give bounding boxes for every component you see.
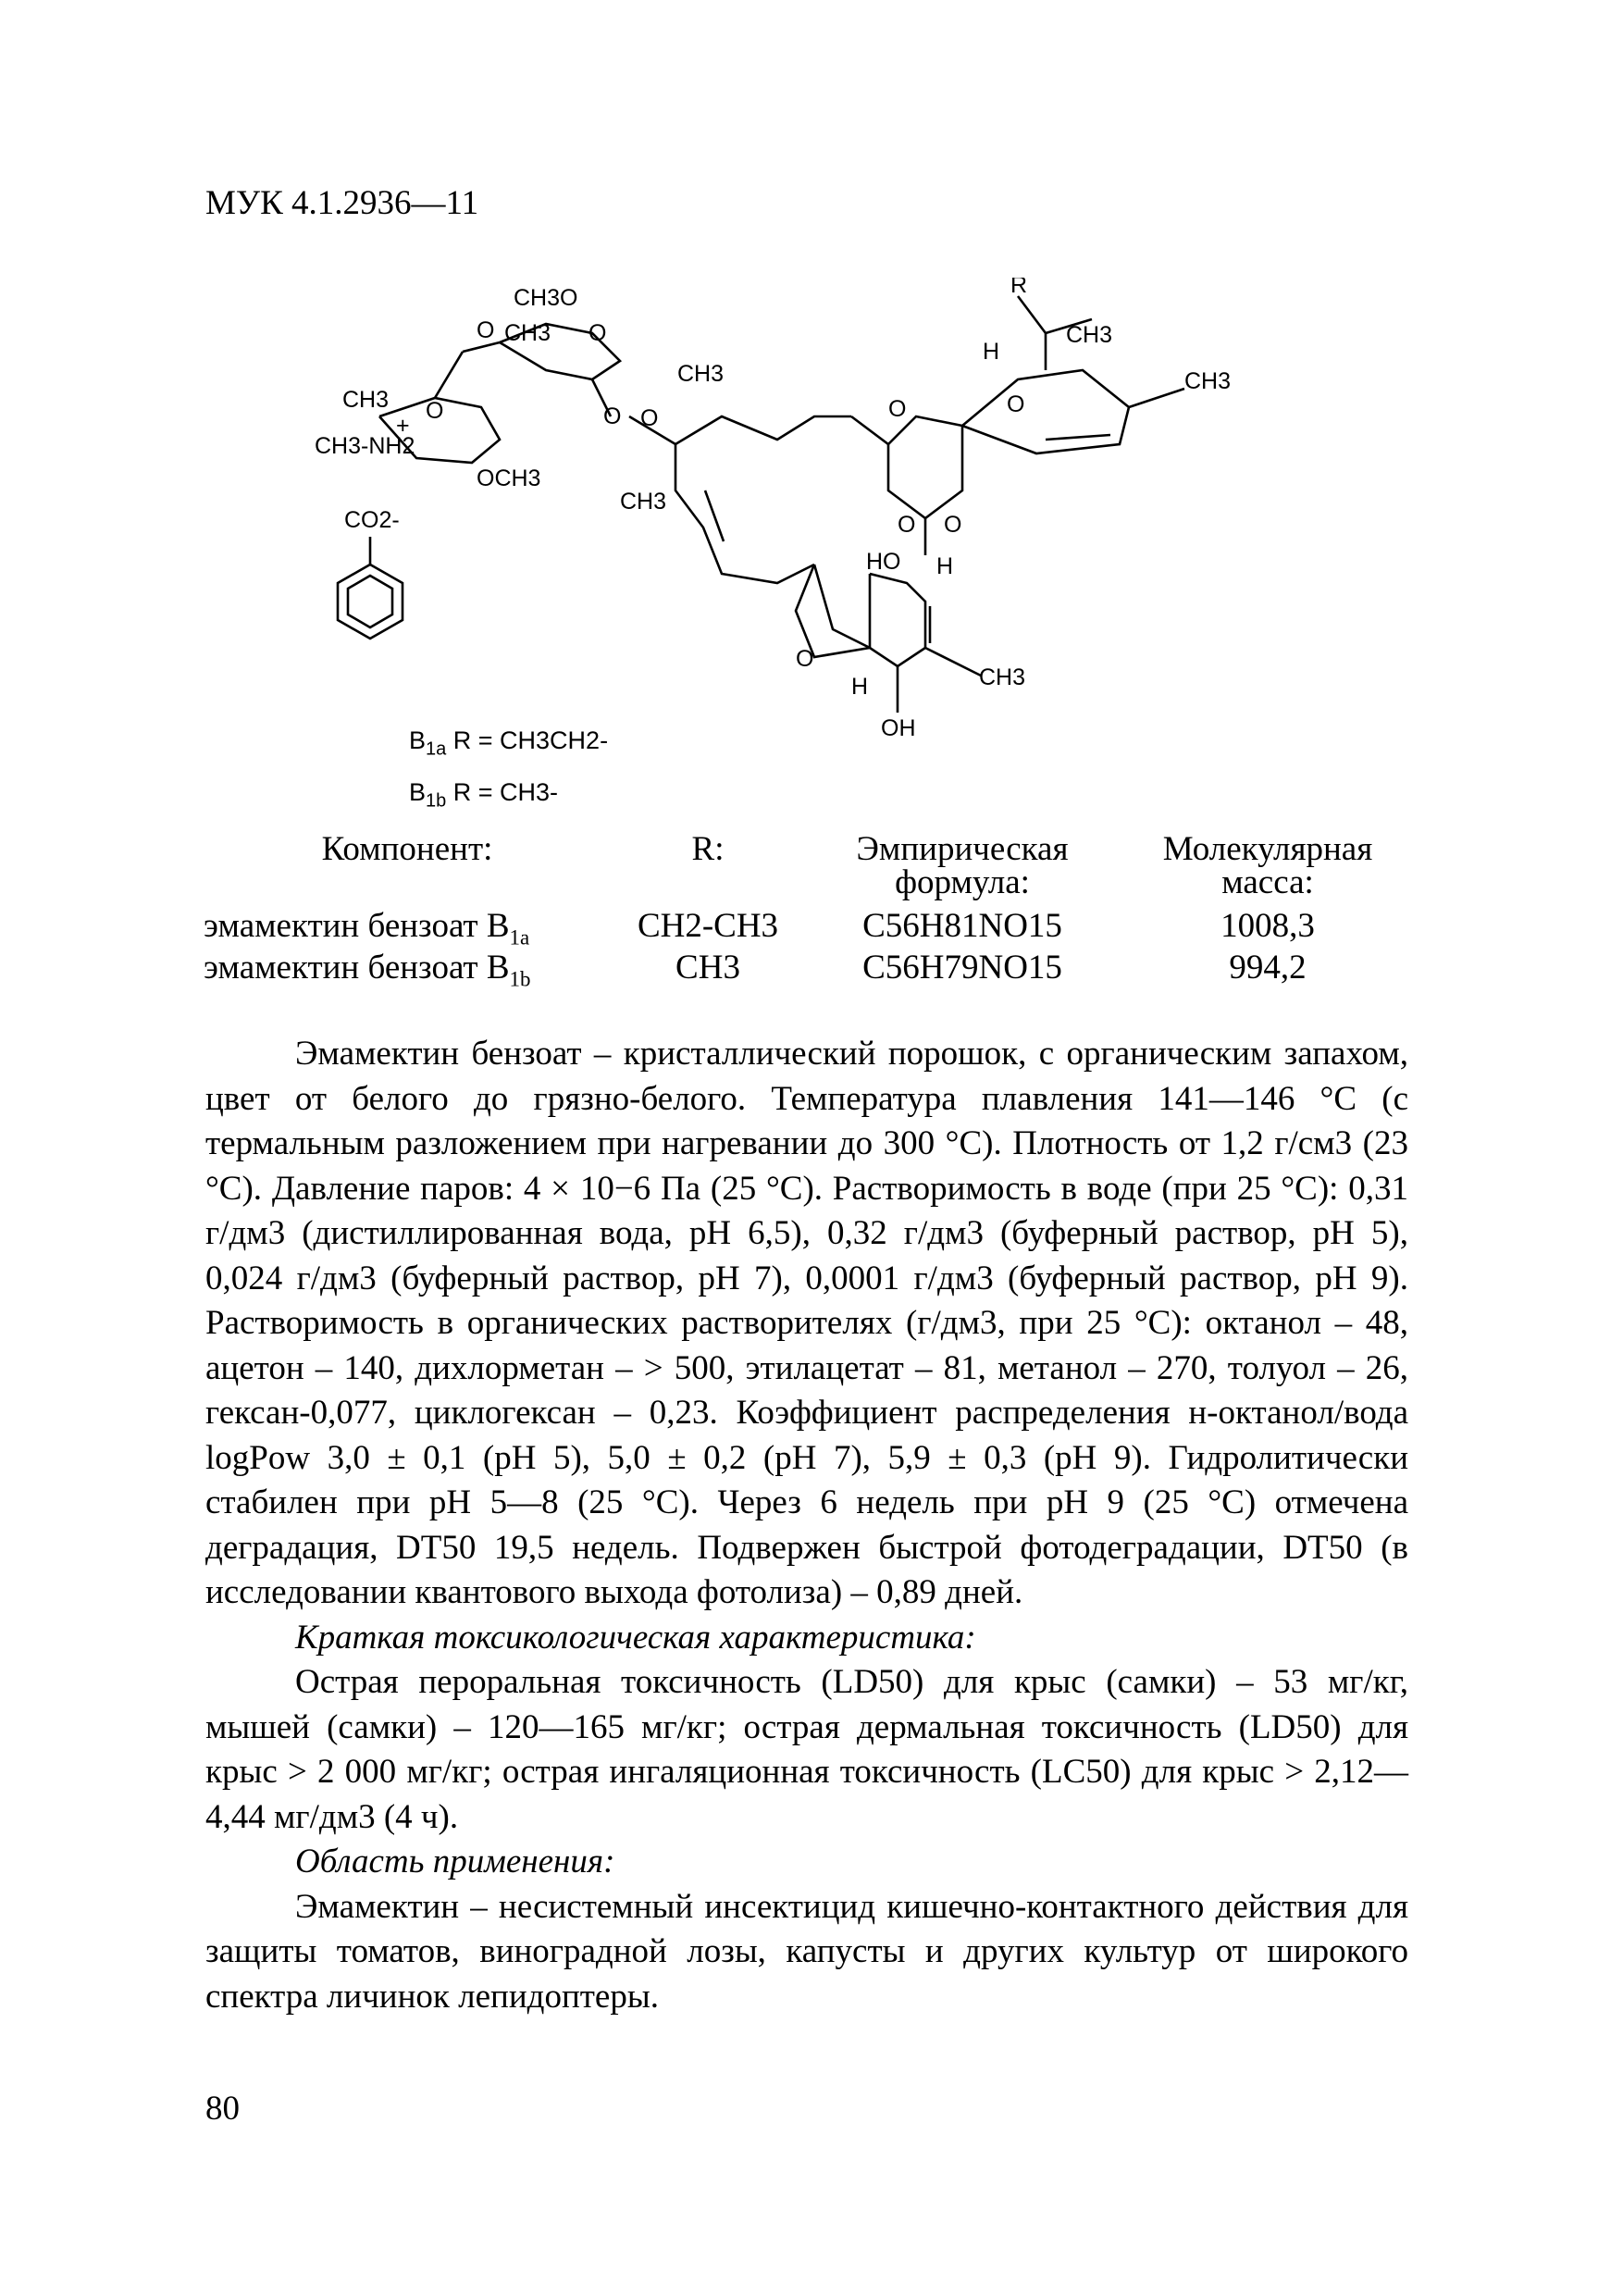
- components-table: [204, 830, 1416, 991]
- r-label-b1b: $B_{1b}$ R = CH3-: [409, 778, 559, 812]
- table-header-row: [204, 833, 1416, 905]
- atom-label: O: [603, 403, 622, 429]
- atom-label: O: [944, 512, 962, 538]
- header-formula: Эмпирическая формула:: [856, 830, 1069, 901]
- header-r: R:: [691, 830, 725, 868]
- r-substituent-legend: [409, 714, 608, 818]
- component-mass: 1008,3: [1220, 907, 1315, 945]
- component-r: CH2-CH3: [637, 907, 779, 945]
- properties-paragraph: Эмамектин бензоат – кристаллический порошок, с органическим запахом, цвет от белого до грязно-белого. Температура плавления 141—146 °С (с термальным разложением при нагревании до 300 °С). Плотность от 1,2 г/см3 (23 °С). Давление паров: 4 × 10−6 Па (25 °С). Растворимость в воде (при 25 °С): 0,31 г/дм3 (дистиллированная вода, рН 6,5), 0,32 г/дм3 (буферный раствор, рН 5), 0,024 г/дм3 (буферный раствор, рН 7), 0,0001 г/дм3 (буферный раствор, рН 9). Растворимость в органических растворителях (г/дм3, при 25 °С): октанол – 48, ацетон – 140, дихлорметан – > 500, этилацетат – 81, метанол – 270, толуол – 26, гексан-0,077, циклогексан – 0,23. Коэффициент распределения н-октанол/вода logPow 3,0 ± 0,1 (рН 5), 5,0 ± 0,2 (рН 7), 5,9 ± 0,3 (рН 9). Гидролитически стабилен при рН 5—8 (25 °С). Через 6 недель при рН 9 (25 °С) отмечена деградация, DT50 19,5 недель. Подвержен быстрой фотодеградации, DT50 (в исследовании квантового выхода фотолиза) – 0,89 дней.: [205, 1035, 1408, 1611]
- atom-label: CH3: [342, 387, 390, 413]
- atom-label: CH3-NH2: [315, 433, 415, 459]
- atom-labels: [315, 278, 1231, 741]
- atom-label: OCH3: [477, 465, 541, 491]
- component-name: эмамектин бензоат $B_{1b}$: [204, 949, 531, 991]
- component-mass: 994,2: [1229, 949, 1307, 987]
- atom-label: O: [477, 317, 495, 343]
- atom-label: O: [888, 396, 907, 422]
- application-paragraph: Эмамектин – несистемный инсектицид кишечно-контактного действия для защиты томатов, виноградной лозы, капусты и других культур от широкого спектра личинок лепидоптеры.: [205, 1887, 1408, 2016]
- atom-label: H: [936, 553, 954, 579]
- document-header: МУК 4.1.2936—11: [205, 184, 479, 222]
- toxicology-heading: Краткая токсикологическая характеристика:: [295, 1618, 976, 1657]
- component-formula: C56H81NO15: [862, 907, 1062, 945]
- application-heading: Область применения:: [295, 1843, 615, 1880]
- table-row: [204, 947, 1416, 988]
- atom-label: CH3O: [514, 285, 578, 311]
- component-r: CH3: [675, 949, 740, 987]
- atom-label: OH: [881, 715, 916, 741]
- atom-label: O: [588, 320, 607, 346]
- atom-label: CO2-: [344, 507, 400, 533]
- atom-label: O: [796, 646, 814, 672]
- r-label-b1a: $B_{1a}$ R = CH3CH2-: [409, 726, 609, 760]
- macrocycle: [629, 296, 1184, 713]
- atom-label: R: [1010, 278, 1028, 298]
- atom-label: CH3: [1184, 368, 1232, 394]
- component-name: эмамектин бензоат $B_{1a}$: [204, 907, 530, 949]
- atom-label: O: [898, 512, 916, 538]
- body-text: [205, 1032, 1408, 2019]
- atom-label: CH3: [677, 361, 725, 387]
- atom-label: CH3: [620, 489, 667, 515]
- atom-label: CH3: [504, 320, 551, 346]
- atom-label: CH3: [979, 664, 1026, 690]
- table-row: [204, 905, 1416, 947]
- atom-label: H: [983, 339, 1000, 365]
- atom-label: O: [640, 405, 659, 431]
- toxicity-paragraph: Острая пероральная токсичность (LD50) для крыс (самки) – 53 мг/кг, мышей (самки) – 120—165 мг/кг; острая дермальная токсичность (LD50) для крыс > 2 000 мг/кг; острая ингаляционная токсичность (LC50) для крыс > 2,12—4,44 мг/дм3 (4 ч).: [205, 1663, 1408, 1836]
- page-number: 80: [205, 2090, 240, 2128]
- atom-label: +: [396, 413, 410, 439]
- header-component: Компонент:: [321, 830, 493, 868]
- header-mass: Молекулярная масса:: [1162, 830, 1373, 901]
- benzoate-ring: [338, 537, 403, 639]
- atom-label: HO: [866, 549, 901, 575]
- atom-label: O: [426, 398, 444, 424]
- atom-label: CH3: [1066, 322, 1113, 348]
- component-formula: C56H79NO15: [862, 949, 1062, 987]
- atom-label: H: [851, 674, 869, 700]
- atom-label: O: [1007, 391, 1025, 417]
